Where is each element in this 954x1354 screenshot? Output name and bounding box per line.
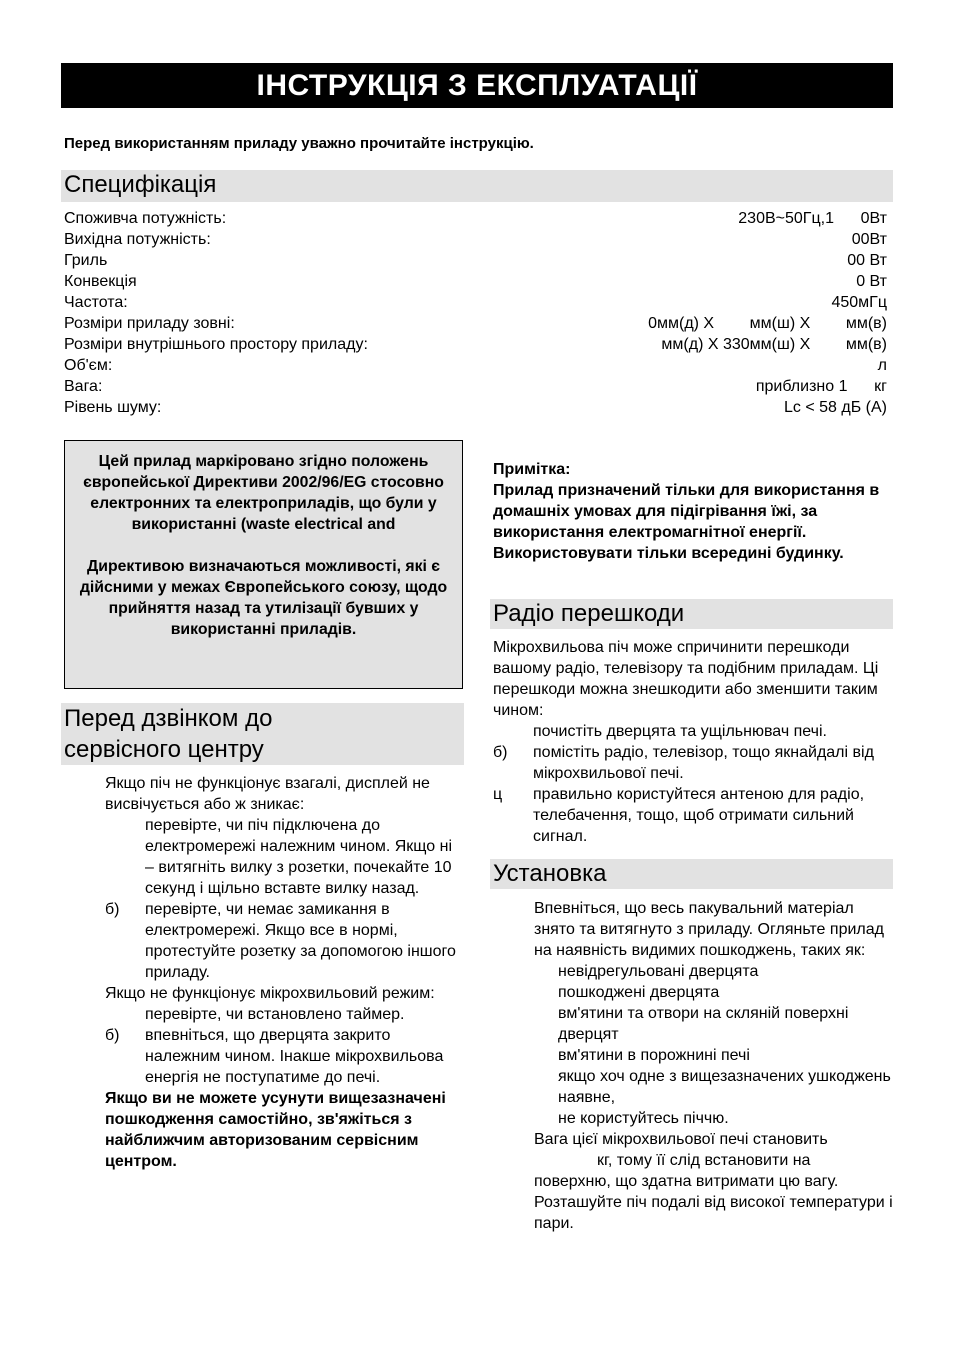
weight-line: Вага цієї мікрохвильової печі становить xyxy=(534,1131,828,1148)
weee-notice-box xyxy=(64,440,463,689)
spec-row xyxy=(64,397,887,418)
item-text: перевірте, чи немає замикання в електромережі. Якщо все в нормі, протестуйте розетку за допомогою іншого приладу. xyxy=(145,901,456,981)
note-block xyxy=(493,459,893,564)
spec-value: 450мГц xyxy=(831,294,887,311)
service-intro: Якщо не функціонує мікрохвильовий режим: xyxy=(105,985,435,1002)
install-heading: Установка xyxy=(490,859,893,889)
radio-body xyxy=(493,637,893,847)
spec-row xyxy=(64,250,887,271)
item-text: помістіть радіо, телевізор, тощо якнайдалі від мікрохвильової печі. xyxy=(533,744,874,782)
list-item xyxy=(105,1025,460,1088)
spec-value: 00Вт xyxy=(851,231,887,248)
service-heading-line: сервісного центру xyxy=(64,736,264,763)
note-text: Прилад призначений тільки для використання в домашніх умовах для підігрівання їжі, за використання електромагнітної енергії. Використовувати тільки всередині будинку. xyxy=(493,482,880,562)
spec-label: Вихідна потужність: xyxy=(64,231,211,248)
list-item xyxy=(493,721,893,742)
page-title: ІНСТРУКЦІЯ З ЕКСПЛУАТАЦІЇ xyxy=(61,63,893,108)
list-item xyxy=(105,1004,460,1025)
item-marker xyxy=(105,1004,145,1025)
radio-heading: Радіо перешкоди xyxy=(490,599,893,629)
list-item: пошкоджені дверцята xyxy=(558,984,720,1001)
list-item: якщо хоч одне з вищезазначених ушкоджень наявне, xyxy=(558,1068,891,1106)
weight-text xyxy=(534,1129,894,1192)
radio-intro: Мікрохвильова піч може спричинити перешкоди вашому радіо, телевізору та подібним приладам. Ці перешкоди можна знешкодити або зменшити таким чином: xyxy=(493,639,879,719)
list-item: вм'ятини в порожнині печі xyxy=(558,1047,750,1064)
service-body xyxy=(105,773,460,1172)
spec-table xyxy=(64,208,887,418)
spec-value: мм(д) Х 330мм(ш) Х мм(в) xyxy=(661,336,887,353)
damage-list xyxy=(534,961,894,1129)
spec-value: 0мм(д) Х мм(ш) Х мм(в) xyxy=(648,315,887,332)
item-marker: б) xyxy=(105,901,120,918)
list-item xyxy=(493,784,893,847)
service-closing: Якщо ви не можете усунути вищезазначені пошкодження самостійно, зв'яжіться з найближчим авторизованим сервісним центром. xyxy=(105,1090,446,1170)
item-text: почистіть дверцята та ущільнювач печі. xyxy=(533,723,827,740)
item-marker: б) xyxy=(105,1027,120,1044)
spec-heading: Специфікація xyxy=(61,170,893,202)
item-text: перевірте, чи встановлено таймер. xyxy=(145,1006,405,1023)
item-text: впевніться, що дверцята закрито належним чином. Інакше мікрохвильова енергія не поступатиме до печі. xyxy=(145,1027,444,1086)
spec-label: Об'єм: xyxy=(64,357,113,374)
item-marker xyxy=(493,721,533,742)
spec-value: л xyxy=(877,357,887,374)
spec-label: Конвекція xyxy=(64,273,137,290)
place-text: Розташуйте піч подалі від високої температури і пари. xyxy=(534,1194,893,1232)
item-text: правильно користуйтеся антеною для радіо, телебачення, тощо, щоб отримати сильний сигнал. xyxy=(533,786,865,845)
spec-row xyxy=(64,271,887,292)
item-text: перевірте, чи піч підключена до електромережі належним чином. Якщо ні – витягніть вилку з розетки, почекайте 10 секунд і щільно вставте вилку назад. xyxy=(145,817,453,897)
list-item: вм'ятини та отвори на скляній поверхні дверцят xyxy=(558,1005,849,1043)
install-intro: Впевніться, що весь пакувальний матеріал знято та витягнуто з приладу. Огляньте прилад на наявність видимих пошкоджень, таких як: xyxy=(534,900,884,959)
item-marker xyxy=(105,815,145,899)
item-marker: ц xyxy=(493,786,503,803)
spec-row xyxy=(64,229,887,250)
list-item: невідрегульовані дверцята xyxy=(558,963,759,980)
spec-label: Частота: xyxy=(64,294,128,311)
service-intro: Якщо піч не функціонує взагалі, дисплей не висвічується або ж зникає: xyxy=(105,775,430,813)
spec-row xyxy=(64,292,887,313)
weee-paragraph: Директивою визначаються можливості, які є дійсними у межах Європейського союзу, щодо прийняття назад та утилізації бувших у використанні приладів. xyxy=(79,558,448,638)
service-heading-line: Перед дзвінком до xyxy=(64,705,273,732)
list-item xyxy=(105,815,460,899)
spec-row xyxy=(64,376,887,397)
weee-paragraph: Цей прилад маркіровано згідно положень європейської Директиви 2002/96/EG стосовно електронних та електроприладів, що були у використанні (waste electrical and xyxy=(83,453,444,533)
spec-row xyxy=(64,208,887,229)
list-item xyxy=(105,899,460,983)
spec-label: Споживча потужність: xyxy=(64,210,227,227)
install-body xyxy=(534,898,894,1234)
item-marker: б) xyxy=(493,744,508,761)
intro-notice: Перед використанням приладу уважно прочитайте інструкцію. xyxy=(64,135,534,152)
spec-label: Рівень шуму: xyxy=(64,399,162,416)
spec-row xyxy=(64,313,887,334)
weight-line: поверхню, що здатна витримати цю вагу. xyxy=(534,1173,839,1190)
spec-value: 0 Вт xyxy=(856,273,887,290)
spec-label: Вага: xyxy=(64,378,103,395)
spec-row xyxy=(64,334,887,355)
list-item: не користуйтесь піччю. xyxy=(558,1110,729,1127)
list-item xyxy=(493,742,893,784)
spec-value: Lc < 58 дБ (А) xyxy=(784,399,887,416)
spec-value: приблизно 1 кг xyxy=(755,378,887,395)
spec-label: Гриль xyxy=(64,252,108,269)
spec-label: Розміри внутрішнього простору приладу: xyxy=(64,336,368,353)
spec-value: 230В~50Гц,1 0Вт xyxy=(738,210,887,227)
weight-line: кг, тому її слід встановити на xyxy=(597,1152,811,1169)
spec-value: 00 Вт xyxy=(847,252,887,269)
spec-label: Розміри приладу зовні: xyxy=(64,315,235,332)
service-heading xyxy=(61,703,464,765)
note-label: Примітка: xyxy=(493,461,571,478)
spec-row xyxy=(64,355,887,376)
